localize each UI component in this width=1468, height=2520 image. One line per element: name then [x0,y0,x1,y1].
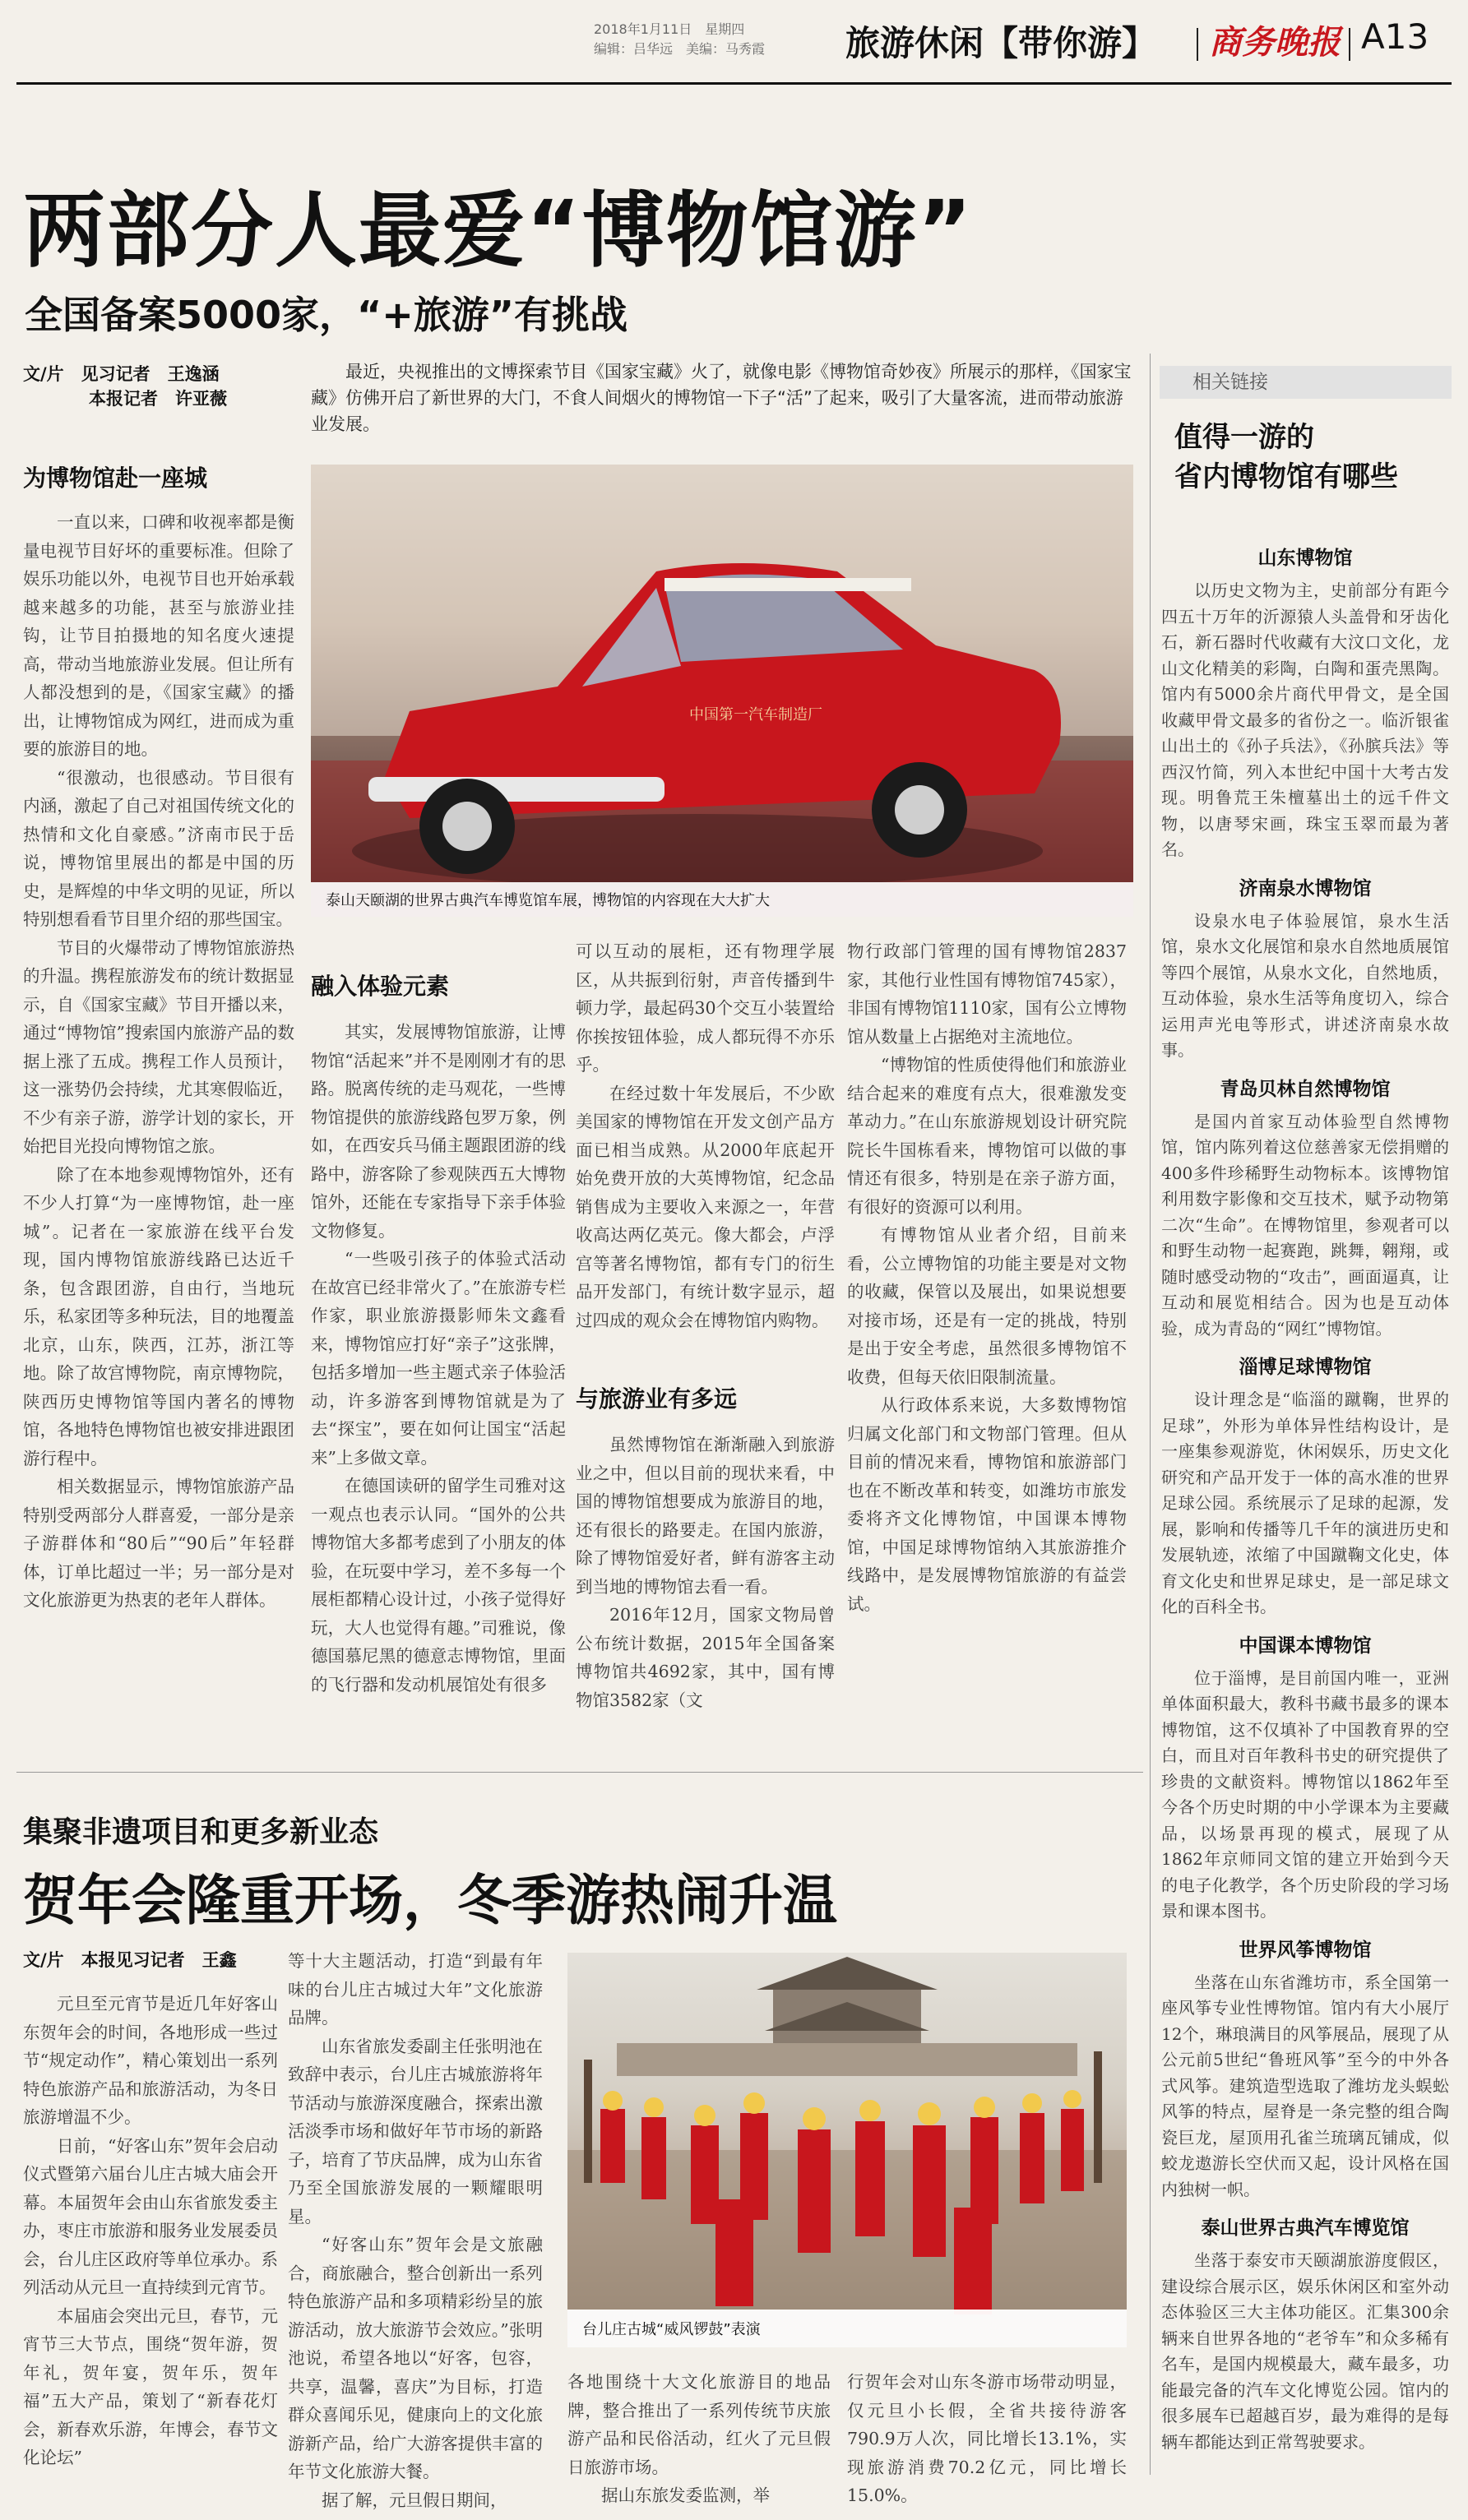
museum-name: 世界风筝博物馆 [1239,1939,1372,1961]
car-plate-text: 中国第一汽车制造厂 [689,706,822,724]
paragraph: “一些吸引孩子的体验式活动在故宫已经非常火了。”在旅游专栏作家，职业旅游摄影师朱文鑫看来，博物馆应打好“亲子”这张牌，包括多增加一些主题式亲子体验活动，许多游客到博物馆就是为了去“探宝”，要在如何让国宝“活起来”上多做文章。 [311,1249,566,1468]
performance-photo-caption: 台儿庄古城“威风锣鼓”表演 [567,2310,1127,2347]
header-weekday: 星期四 [705,21,745,37]
header-editor: 编辑：吕华远 [594,41,674,57]
article1-subtitle: 全国备案5000家，“+旅游”有挑战 [25,293,628,337]
header-divider-2 [1349,28,1350,61]
paragraph: 日前，“好客山东”贺年会启动仪式暨第六届台儿庄古城大庙会开幕。本届贺年会由山东省旅发委主办，枣庄市旅游和服务业发展委员会，台儿庄区政府等单位承办。系列活动从元旦一直持续到元宵节。 [23,2135,278,2297]
paragraph: 虽然博物馆在渐渐融入到旅游业之中，但以目前的现状来看，中国的博物馆想要成为旅游目的地，还有很长的路要走。在国内旅游，除了博物馆爱好者，鲜有游客主动到当地的博物馆去看一看。 [576,1435,835,1597]
museum-name: 淄博足球博物馆 [1239,1357,1372,1378]
paragraph: 据山东旅发委监测，举 [601,2485,770,2505]
article2-byline: 文/片 本报见习记者 王鑫 [23,1950,237,1970]
paragraph: 各地围绕十大文化旅游目的地品牌，整合推出了一系列传统节庆旅游产品和民俗活动，红火了元旦假日旅游市场。 [567,2372,831,2477]
byline-line-1: 文/片 见习记者 王逸涵 [23,364,220,384]
museum-entry [1161,543,1449,863]
paragraph: 在德国读研的留学生司雅对这一观点也表示认同。“国外的公共博物馆大多都考虑到了小朋友的体验，在玩耍中学习，差不多每一个展柜都精心设计过，小孩子觉得好玩，大人也觉得有趣。”司雅说，像德国慕尼黑的德意志博物馆，里面的飞行器和发动机展馆处有很多 [311,1476,566,1695]
museum-name: 济南泉水博物馆 [1239,877,1372,899]
article2-col3 [567,2368,831,2510]
header-meta [594,20,841,59]
paragraph: 在经过数十年发展后，不少欧美国家的博物馆在开发文创产品方面已相当成熟。从2000年底起开始免费开放的大英博物馆，纪念品销售成为主要收入来源之一，年营收高达两亿英元。像大都会，卢浮宫等著名博物馆，都有专门的衍生品开发部门，有统计数字显示，超过四成的观众会在博物馆内购物。 [576,1083,835,1330]
paragraph: “博物馆的性质使得他们和旅游业结合起来的难度有点大，很难激发变革动力。”在山东旅游规划设计研究院院长牛国栋看来，博物馆可以做的事情还有很多，特别是在亲子游方面，有很好的资源可以利用。 [847,1055,1127,1217]
article1-col3a [576,937,835,1334]
article2-title: 贺年会隆重开场，冬季游热闹升温 [23,1869,837,1932]
car-illustration [311,465,1133,917]
museum-name: 泰山世界古典汽车博览馆 [1201,2217,1410,2239]
paragraph: 相关数据显示，博物馆旅游产品特别受两部分人群喜爱，一部分是亲子游群体和“80后”“90后”年轻群体，订单比超过一半；另一部分是对文化旅游更为热衷的老年人群体。 [23,1477,294,1610]
section-name: 旅游休闲【带你游】 [845,23,1157,63]
paragraph: 一直以来，口碑和收视率都是衡量电视节目好坏的重要标准。但除了娱乐功能以外，电视节目也开始承载越来越多的功能，甚至与旅游业挂钩，让节目拍摄地的知名度火速提高，带动当地旅游业发展。但让所有人都没想到的是，《国家宝藏》的播出，让博物馆成为网红，进而成为重要的旅游目的地。 [23,512,294,759]
article1-col1 [23,508,294,1615]
paragraph: 物行政部门管理的国有博物馆2837家，其他行业性国有博物馆745家），非国有博物馆1110家，国有公立博物馆从数量上占据绝对主流地位。 [847,941,1127,1047]
paragraph: 本届庙会突出元旦，春节，元宵节三大节点，围绕“贺年游，贺年礼，贺年宴，贺年乐，贺年福”五大产品，策划了“新春花灯会，新春欢乐游，年博会，春节文化论坛” [23,2305,278,2467]
museum-entry [1161,1074,1449,1343]
byline-line-2: 本报记者 许亚薇 [89,389,227,409]
museum-name: 山东博物馆 [1257,548,1353,569]
paragraph: 等十大主题活动，打造“到最有年味的台儿庄古城过大年”文化旅游品牌。 [288,1951,543,2028]
subhead-1: 为博物馆赴一座城 [23,465,208,492]
paragraph: 可以互动的展柜，还有物理学展区，从共振到衍射，声音传播到牛顿力学，最起码30个交互小装置给你挨按钮体验，成人都玩得不亦乐乎。 [576,941,835,1075]
paragraph: “很激动，也很感动。节目很有内涵，激起了自己对祖国传统文化的热情和文化自豪感。”济南市民于岳说，博物馆里展出的都是中国的历史，是辉煌的中华文明的见证，所以特别想看看节目里介绍的那些国宝。 [23,767,294,929]
museum-entry [1161,2213,1449,2455]
museum-description: 是国内首家互动体验型自然博物馆，馆内陈列着这位慈善家无偿捐赠的400多件珍稀野生动物标本。该博物馆利用数字影像和交互技术，赋予动物第二次“生命”。在博物馆里，参观者可以和野生动物一起赛跑，跳舞，翱翔，或随时感受动物的“攻击”，画面逼真，让互动和展览相结合。因为也是互动体验，成为青岛的“网红”博物馆。 [1161,1111,1449,1339]
header-rule [16,82,1452,85]
museum-name: 青岛贝林自然博物馆 [1220,1078,1391,1100]
article2-col2 [288,1947,543,2514]
article1-col2 [311,1018,566,1699]
sidebar-title-line-1: 值得一游的 [1174,421,1314,454]
sidebar-divider [1150,354,1151,2475]
paragraph: “好客山东”贺年会是文旅融合，商旅融合，整合创新出一系列特色旅游产品和多项精彩纷呈的旅游活动，放大旅游节会效应。”张明池说，希望各地以“好客，包容，共享，温馨，喜庆”为目标，打造群众喜闻乐见，健康向上的文化旅游新产品，给广大游客提供丰富的年节文化旅游大餐。 [288,2235,543,2481]
paragraph: 其实，发展博物馆旅游，让博物馆“活起来”并不是刚刚才有的思路。脱离传统的走马观花，一些博物馆提供的旅游线路包罗万象，例如，在西安兵马俑主题跟团游的线路中，游客除了参观陕西五大博物馆外，还能在专家指导下亲手体验文物修复。 [311,1022,566,1241]
paragraph: 除了在本地参观博物馆外，还有不少人打算“为一座博物馆，赴一座城”。记者在一家旅游在线平台发现，国内博物馆旅游线路已达近千条，包含跟团游，自由行，当地玩乐，私家团等多种玩法，目的地覆盖北京，山东，陕西，江苏，浙江等地。除了故宫博物院，南京博物院，陕西历史博物馆等国内著名的博物馆，各地特色博物馆也被安排进跟团游行程中。 [23,1164,294,1468]
article2-col1 [23,1990,278,2472]
museum-description: 坐落于泰安市天颐湖旅游度假区，建设综合展示区，娱乐休闲区和室外动态体验区三大主体功能区。汇集300余辆来自世界各地的“老爷车”和众多稀有名车，是国内规模最大，藏车最多，功能最完备的汽车文化博览公园。馆内的很多展车已超越百岁，最为难得的是每辆车都能达到正常驾驶要求。 [1161,2250,1449,2452]
sidebar-museum-list [1161,543,1449,2455]
museum-description: 坐落在山东省潍坊市，系全国第一座风筝专业性博物馆。馆内有大小展厅12个，琳琅满目的风筝展品，展现了从公元前5世纪“鲁班风筝”至今的中外各式风筝。建筑造型选取了潍坊龙头蜈蚣风筝的特点，屋脊是一条完整的组合陶瓷巨龙，屋顶用孔雀兰琉璃瓦铺成，似蛟龙遨游长空伏而又起，设计风格在国内独树一帜。 [1161,1972,1449,2199]
performance-illustration [567,1953,1127,2347]
header-divider [1197,28,1198,61]
sidebar-title-line-2: 省内博物馆有哪些 [1174,460,1398,493]
paragraph: 有博物馆从业者介绍，目前来看，公立博物馆的功能主要是对文物的收藏，保管以及展出，如果说想要对接市场，还是有一定的挑战，特别是出于安全考虑，虽然很多博物馆不收费，但每天依旧限制流量。 [847,1225,1127,1387]
header-designer: 美编：马秀霞 [686,41,766,57]
museum-entry [1161,1630,1449,1925]
header-date: 2018年1月11日 [594,21,692,37]
museum-entry [1161,873,1449,1064]
museum-description: 设计理念是“临淄的蹴鞠，世界的足球”，外形为单体异性结构设计，是一座集参观游览，休闲娱乐，历史文化研究和产品开发于一体的高水准的世界足球公园。系统展示了足球的起源，发展，影响和传播等几千年的演进历史和发展轨迹，浓缩了中国蹴鞠文化史，体育文化史和世界足球史，是一部足球文化的百科全书。 [1161,1389,1449,1616]
paragraph: 行贺年会对山东冬游市场带动明显，仅元旦小长假，全省共接待游客790.9万人次，同比增长13.1%，实现旅游消费70.2亿元，同比增长15.0%。 [847,2372,1127,2505]
article1-col3b [576,1431,835,1714]
article1-lead: 最近，央视推出的文博探索节目《国家宝藏》火了，就像电影《博物馆奇妙夜》所展示的那样，《国家宝藏》仿佛开启了新世界的大门，不食人间烟火的博物馆一下子“活”了起来，吸引了大量客流，进而带动旅游业发展。 [311,362,1132,434]
paragraph: 从行政体系来说，大多数博物馆归属文化部门和文物部门管理。但从目前的情况来看，博物馆和旅游部门也在不断改革和转变，如潍坊市旅发委将齐文化博物馆，中国课本博物馆，中国足球博物馆纳入其旅游推介线路中，是发展博物馆旅游的有益尝试。 [847,1395,1127,1614]
paragraph: 节目的火爆带动了博物馆旅游热的升温。携程旅游发布的统计数据显示，自《国家宝藏》节目开播以来，通过“博物馆”搜索国内旅游产品的数据上涨了五成。携程工作人员预计，这一涨势仍会持续，尤其寒假临近，不少有亲子游，游学计划的家长，开始把目光投向博物馆之旅。 [23,937,294,1156]
paragraph: 2016年12月，国家文物局曾公布统计数据，2015年全国备案博物馆共4692家，其中，国有博物馆3582家（文 [576,1605,835,1710]
article1-col4 [847,937,1127,1618]
paragraph: 元旦至元宵节是近几年好客山东贺年会的时间，各地形成一些过节“规定动作”，精心策划出一系列特色旅游产品和旅游活动，为冬日旅游增温不少。 [23,1994,278,2127]
museum-entry [1161,1935,1449,2203]
car-photo [311,465,1133,917]
page-number: A13 [1361,16,1429,57]
subhead-3: 与旅游业有多远 [576,1385,738,1413]
article1-byline [23,362,294,411]
article2-kicker: 集聚非遗项目和更多新业态 [23,1815,379,1849]
museum-name: 中国课本博物馆 [1239,1635,1372,1657]
sidebar-title [1160,418,1452,497]
paragraph: 据了解，元旦假日期间， [322,2490,507,2510]
paragraph: 山东省旅发委副主任张明池在致辞中表示，台儿庄古城旅游将年节活动与旅游深度融合，探索出激活淡季市场和做好年节市场的新路子，培育了节庆品牌，成为山东省乃至全国旅游发展的一颗耀眼明星。 [288,2036,543,2226]
performance-photo [567,1953,1127,2347]
paper-logo: 商务晚报 [1209,23,1341,62]
museum-description: 以历史文物为主，史前部分有距今四五十万年的沂源猿人头盖骨和牙齿化石，新石器时代收藏有大汶口文化，龙山文化精美的彩陶，白陶和蛋壳黑陶。馆内有5000余片商代甲骨文，是全国收藏甲骨文最多的省份之一。临沂银雀山出土的《孙子兵法》，《孙膑兵法》等西汉竹简，列入本世纪中国十大考古发现。明鲁荒王朱檀墓出土的远千件文物，以唐琴宋画，珠宝玉翠而最为著名。 [1161,580,1449,859]
article2-rule [16,1772,1143,1773]
museum-description: 位于淄博，是目前国内唯一，亚洲单体面积最大，教科书藏书最多的课本博物馆，这不仅填补了中国教育界的空白，而且对百年教科书史的研究提供了珍贵的文献资料。博物馆以1862年至今各个历史时期的中小学课本为主要藏品，以场景再现的模式，展现了从1862年京师同文馆的建立开始到今天的电子化教学，各个历史阶段的学习场景和课本图书。 [1161,1667,1449,1921]
article2-col4 [847,2368,1127,2510]
sidebar-tag: 相关链接 [1160,366,1452,399]
article1-title: 两部分人最爱“博物馆游” [23,183,974,279]
museum-description: 设泉水电子体验展馆，泉水生活馆，泉水文化展馆和泉水自然地质展馆等四个展馆，从泉水文化，自然地质，互动体验，泉水生活等角度切入，综合运用声光电等形式，讲述济南泉水故事。 [1161,910,1449,1060]
car-photo-caption: 泰山天颐湖的世界古典汽车博览馆车展，博物馆的内容现在大大扩大 [311,882,1133,917]
museum-entry [1161,1352,1449,1621]
subhead-2: 融入体验元素 [311,973,450,1000]
